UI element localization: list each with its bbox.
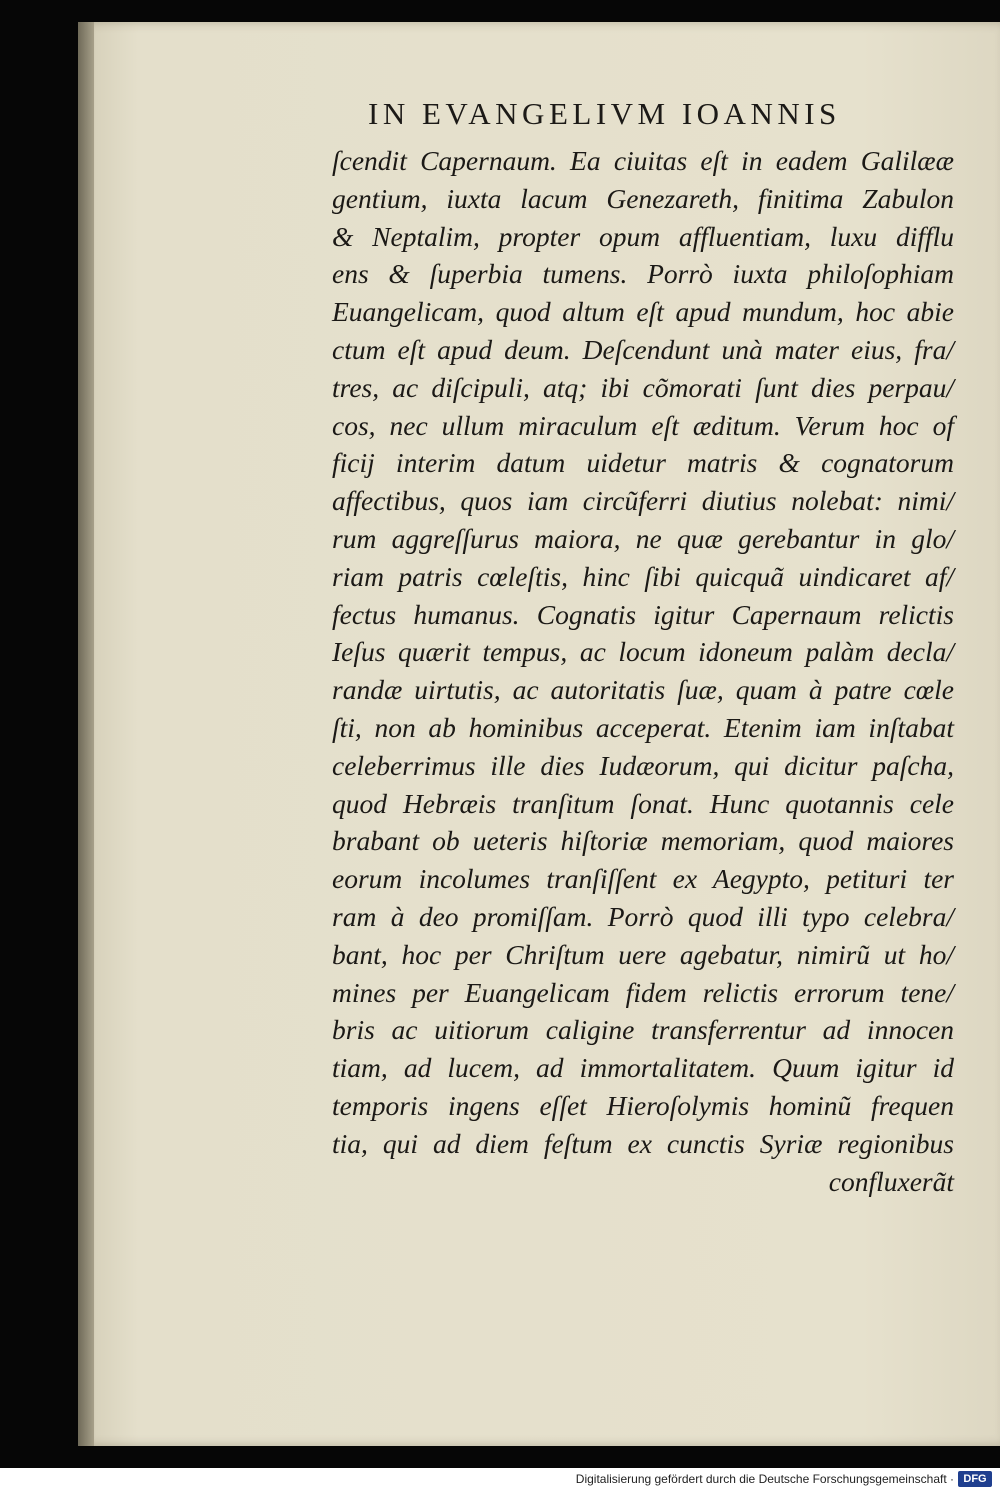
page-gutter-shadow [78, 22, 94, 1446]
text-line: randæ uirtutis, ac autoritatis ſuæ, quam à patre cœle [332, 674, 954, 706]
text-line: mines per Euangelicam fidem relictis errorum tene/ [332, 976, 954, 1008]
text-line: ficij interim datum uidetur matris & cognatorum [332, 447, 954, 479]
text-line: gentium, iuxta lacum Genezareth, finitima Zabulon [332, 182, 954, 214]
text-line: tres, ac diſcipuli, atq; ibi cõmorati ſunt dies perpau/ [332, 371, 954, 403]
text-line: tia, qui ad diem feſtum ex cunctis Syriæ regionibus [332, 1127, 954, 1159]
text-line: affectibus, quos iam circũferri diutius nolebat: nimi/ [332, 485, 954, 517]
text-line: Ieſus quærit tempus, ac locum idoneum palàm decla/ [332, 636, 954, 668]
text-line: quod Hebræis tranſitum ſonat. Hunc quotannis cele [332, 787, 954, 819]
text-line: tiam, ad lucem, ad immortalitatem. Quum igitur id [332, 1052, 954, 1084]
text-line: ens & ſuperbia tumens. Porrò iuxta philoſophiam [332, 258, 954, 290]
body-text [332, 142, 954, 1200]
text-line: brabant ob ueteris hiſtoriæ memoriam, quod maiores [332, 825, 954, 857]
text-line: ctum eſt apud deum. Deſcendunt unà mater eius, fra/ [332, 333, 954, 365]
text-line: eorum incolumes tranſiſſent ex Aegypto, petituri ter [332, 863, 954, 895]
text-line: Euangelicam, quod altum eſt apud mundum, hoc abie [332, 296, 954, 328]
running-head: IN EVANGELIVM IOANNIS [368, 96, 841, 131]
text-line: rum aggreſſurus maiora, ne quæ gerebantur in glo/ [332, 522, 954, 554]
dfg-logo: DFG [958, 1471, 992, 1487]
text-line: temporis ingens eſſet Hieroſolymis hominũ frequen [332, 1089, 954, 1121]
text-line: ſcendit Capernaum. Ea ciuitas eſt in eadem Galilææ [332, 145, 954, 176]
text-line: bant, hoc per Chriſtum uere agebatur, nimirũ ut ho/ [332, 938, 954, 970]
text-line: bris ac uitiorum caligine transferrentur ad innocen [332, 1014, 954, 1046]
text-line: riam patris cœleſtis, hinc ſibi quicquã uindicaret af/ [332, 560, 954, 592]
footer-credit: Digitalisierung gefördert durch die Deutsche Forschungsgemeinschaft · [575, 1472, 954, 1486]
text-line: fectus humanus. Cognatis igitur Capernaum relictis [332, 598, 954, 630]
text-line: ſti, non ab hominibus acceperat. Etenim iam inſtabat [332, 711, 954, 743]
text-line: ram à deo promiſſam. Porrò quod illi typo celebra/ [332, 900, 954, 932]
text-line: & Neptalim, propter opum affluentiam, luxu difflu [332, 220, 954, 252]
text-line: confluxerãt [828, 1165, 954, 1197]
text-line: celeberrimus ille dies Iudæorum, qui dicitur paſcha, [332, 749, 954, 781]
text-line: cos, nec ullum miraculum eſt æditum. Verum hoc of [332, 409, 954, 441]
